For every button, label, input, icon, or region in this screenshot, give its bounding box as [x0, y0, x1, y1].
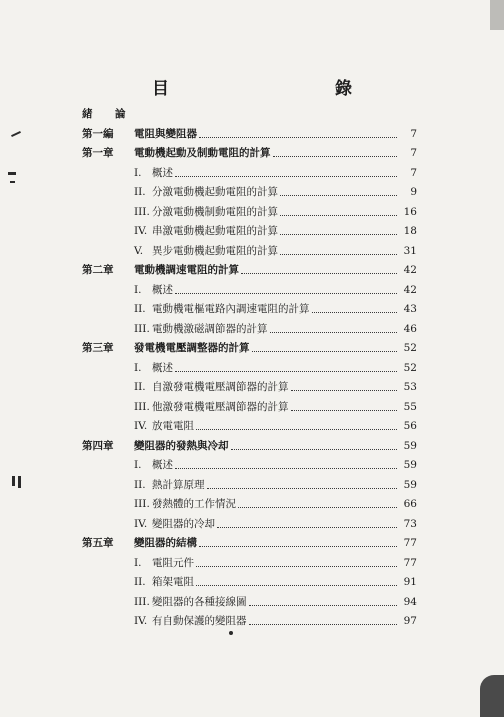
toc-section-number: III.	[134, 400, 150, 413]
dot-leader	[249, 605, 398, 606]
toc-entry-section	[82, 417, 417, 433]
dot-leader	[196, 585, 397, 586]
toc-entry-label: 電動機電樞電路內調速電阻的計算	[152, 303, 310, 315]
toc-section-number: I.	[134, 283, 142, 296]
toc-page-number: 7	[410, 147, 417, 159]
toc-entry-section	[82, 222, 417, 238]
toc-page-number: 31	[403, 244, 417, 257]
toc-section-number: IV.	[134, 420, 148, 432]
toc-section-number: V.	[134, 244, 144, 257]
toc-entry-section	[82, 183, 417, 199]
scan-mark	[8, 172, 16, 175]
toc-section-number: II.	[134, 381, 146, 393]
toc-entry-label: 概述	[152, 283, 173, 296]
dot-leader	[280, 254, 397, 255]
toc-section-number: II.	[134, 478, 146, 491]
scan-mark	[12, 476, 15, 486]
toc-entry-label: 分激電動機制動電阻的計算	[152, 205, 278, 218]
dot-leader	[291, 390, 398, 391]
toc-entry-label: 異步電動機起動電阻的計算	[152, 244, 278, 257]
toc-page-number: 52	[403, 361, 417, 374]
toc-entry-section	[82, 300, 417, 316]
toc-entry-section	[82, 242, 417, 258]
toc-section-number: IV.	[134, 517, 148, 530]
dot-leader	[273, 156, 398, 157]
dot-leader	[231, 449, 398, 450]
dot-leader	[175, 293, 397, 294]
toc-section-number: III.	[134, 205, 150, 218]
toc-entry-section	[82, 203, 417, 219]
toc-entry-label: 自激發電機電壓調節器的計算	[152, 381, 289, 393]
toc-section-number: I.	[134, 556, 142, 569]
toc-entry-section	[82, 554, 417, 570]
toc-section-number: III.	[134, 498, 150, 510]
dot-leader	[280, 195, 397, 196]
dot-leader	[199, 137, 397, 138]
toc-section-number: IV.	[134, 615, 148, 627]
toc-entry-section	[82, 378, 417, 394]
scan-mark	[18, 476, 21, 488]
toc-entry-label: 變阻器的冷却	[152, 517, 215, 530]
dot-leader	[249, 624, 398, 625]
toc-page-number: 52	[403, 342, 417, 354]
dot-leader	[241, 273, 397, 274]
toc-entry-section	[82, 456, 417, 472]
toc-entry-label: 分激電動機起動電阻的計算	[152, 186, 278, 198]
dot-leader	[252, 351, 398, 352]
dot-leader	[217, 527, 397, 528]
toc-page-number: 55	[403, 400, 417, 413]
toc-entry-label: 發電機電壓調整器的計算	[134, 342, 250, 354]
toc-section-number: III.	[134, 322, 150, 335]
toc-entry-label: 變阻器的各種接線圖	[152, 595, 247, 608]
toc-page-number: 59	[403, 478, 417, 491]
toc-intro-label: 緒 論	[82, 108, 132, 120]
toc-entry-part	[82, 125, 417, 141]
toc-entry-label: 電動機調速電阻的計算	[134, 264, 239, 276]
toc-page-number: 73	[403, 517, 417, 530]
toc-entry-label: 有自動保護的變阻器	[152, 615, 247, 627]
toc-entry-label: 電阻元件	[152, 556, 194, 569]
toc-chapter-prefix: 第一章	[82, 147, 114, 159]
toc-entry-label: 放電電阻	[152, 420, 194, 432]
toc-page-number: 59	[403, 439, 417, 452]
toc-page-number: 7	[410, 127, 417, 140]
toc-entry-label: 熱計算原理	[152, 478, 205, 491]
toc-entry-section	[82, 612, 417, 628]
toc-entry-section	[82, 593, 417, 609]
toc-section-number: I.	[134, 459, 142, 471]
toc-page-number: 59	[403, 459, 417, 471]
toc-entry-label: 概述	[152, 459, 173, 471]
dot-leader	[291, 410, 398, 411]
scan-mark	[490, 0, 504, 30]
toc-chapter-prefix: 第五章	[82, 537, 114, 549]
toc-page-number: 53	[403, 381, 417, 393]
toc-entry-section	[82, 359, 417, 375]
toc-page-number: 16	[403, 205, 417, 218]
dot-leader	[270, 332, 398, 333]
toc-entry-label: 電阻與變阻器	[134, 127, 197, 140]
toc-chapter-prefix: 第三章	[82, 342, 114, 354]
scan-mark	[11, 131, 21, 137]
dot-leader	[196, 429, 397, 430]
toc-entry-label: 電動機起動及制動電阻的計算	[134, 147, 271, 159]
toc-section-number: I.	[134, 166, 142, 179]
toc-chapter-prefix: 第二章	[82, 264, 114, 276]
toc-chapter-prefix: 第四章	[82, 439, 114, 452]
page-title: 目 錄	[152, 79, 396, 99]
dot-leader	[312, 312, 398, 313]
toc-section-number: II.	[134, 303, 146, 315]
toc-part-prefix: 第一編	[82, 127, 114, 140]
toc-entry-label: 他激發電機電壓調節器的計算	[152, 400, 289, 413]
toc-page-number: 42	[403, 264, 417, 276]
toc-page-number: 7	[410, 166, 417, 179]
toc-page-number: 77	[403, 556, 417, 569]
toc-page-number: 18	[403, 225, 417, 237]
toc-entry-section	[82, 281, 417, 297]
scan-mark	[10, 181, 15, 183]
toc-page-number: 77	[403, 537, 417, 549]
toc-entry-section	[82, 320, 417, 336]
toc-entry-label: 串激電動機起動電阻的計算	[152, 225, 278, 237]
toc-page-number: 42	[403, 283, 417, 296]
dot-leader	[280, 234, 397, 235]
toc-entry-label: 概述	[152, 166, 173, 179]
toc-entry-label: 箱架電阻	[152, 576, 194, 588]
toc-page-number: 66	[403, 498, 417, 510]
toc-section-number: II.	[134, 576, 146, 588]
dot-leader	[280, 215, 397, 216]
toc-entry-section	[82, 573, 417, 589]
toc-section-number: IV.	[134, 225, 148, 237]
toc-entry-label: 概述	[152, 361, 173, 374]
toc-entry-chapter	[82, 261, 417, 277]
toc-page-number: 91	[403, 576, 417, 588]
dot-leader	[175, 468, 397, 469]
toc-page-number: 9	[410, 186, 417, 198]
dot-leader	[199, 546, 397, 547]
dot-leader	[175, 371, 397, 372]
toc-entry-label: 發熱體的工作情況	[152, 498, 236, 510]
dot-leader	[175, 176, 397, 177]
toc-entry-chapter	[82, 534, 417, 550]
toc-section-number: I.	[134, 361, 142, 374]
toc-entry-intro	[82, 105, 417, 121]
dot-leader	[238, 507, 397, 508]
toc-entry-section	[82, 495, 417, 511]
dot-leader	[196, 566, 397, 567]
toc-page-number: 97	[403, 615, 417, 627]
toc-page-number: 46	[403, 322, 417, 335]
toc-entry-label: 變阻器的結構	[134, 537, 197, 549]
dot-leader	[207, 488, 398, 489]
toc-entry-chapter	[82, 339, 417, 355]
toc-section-number: III.	[134, 595, 150, 608]
scan-mark	[229, 631, 233, 635]
toc-page-number: 56	[403, 420, 417, 432]
toc-entry-section	[82, 476, 417, 492]
toc-entry-section	[82, 515, 417, 531]
toc-entry-section	[82, 164, 417, 180]
toc-entry-label: 變阻器的發熱與冷却	[134, 439, 229, 452]
toc-entry-section	[82, 398, 417, 414]
toc-entry-label: 電動機激磁調節器的計算	[152, 322, 268, 335]
toc-entry-chapter	[82, 437, 417, 453]
scan-mark	[480, 675, 504, 717]
toc-page-number: 94	[403, 595, 417, 608]
toc-page-number: 43	[403, 303, 417, 315]
toc-section-number: II.	[134, 186, 146, 198]
toc-entry-chapter	[82, 144, 417, 160]
